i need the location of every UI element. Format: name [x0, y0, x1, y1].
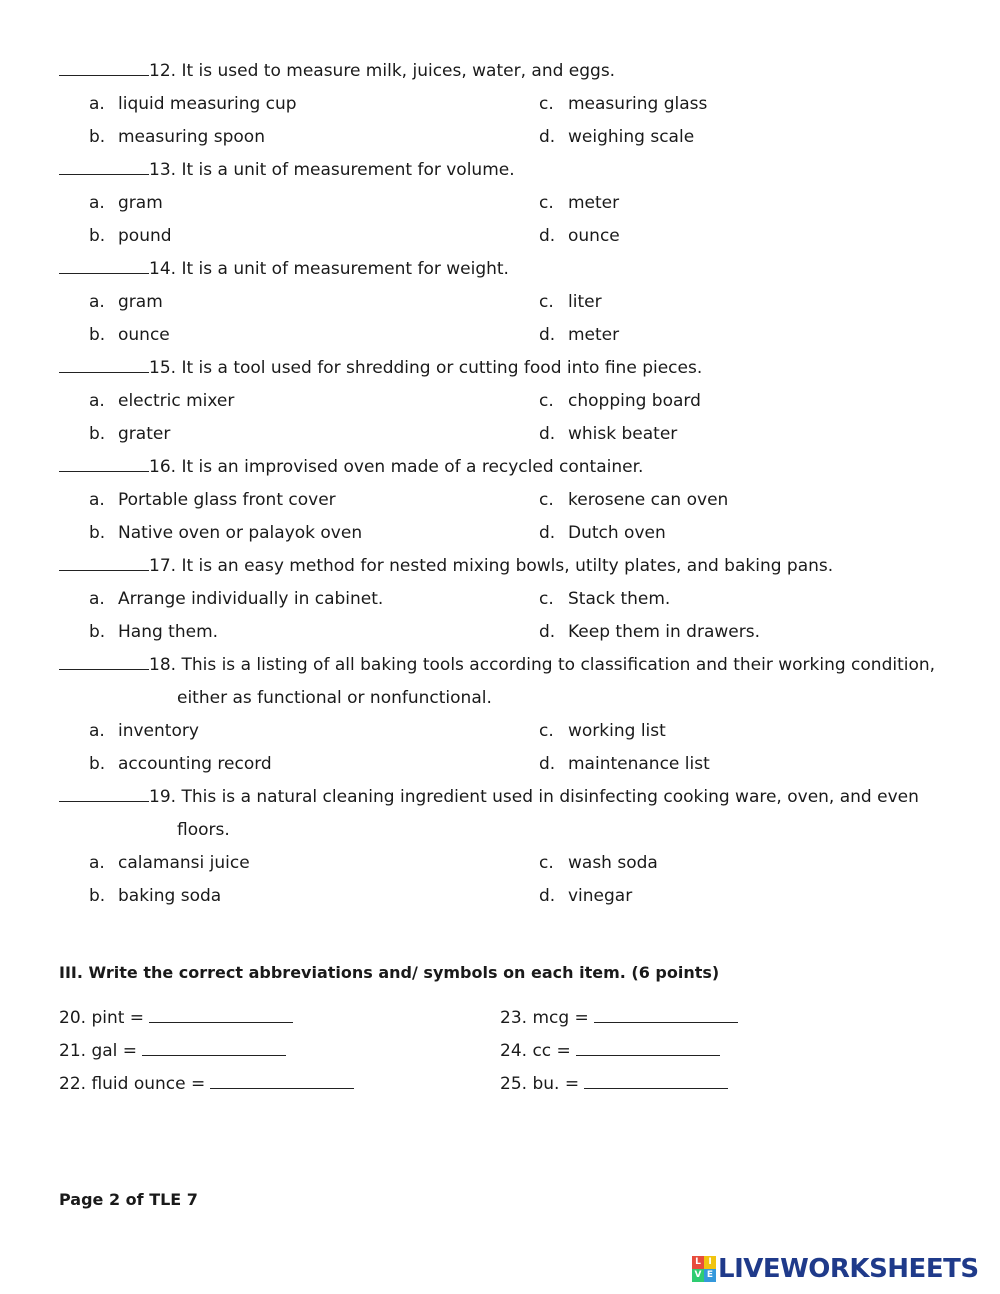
option-16a: a. Portable glass front cover — [89, 490, 336, 510]
answer-blank-14[interactable] — [59, 258, 149, 274]
option-12d: d. weighing scale — [539, 127, 695, 147]
option-14a: a. gram — [89, 292, 163, 312]
option-15a: a. electric mixer — [89, 391, 235, 411]
abbr-item-21: 21. gal = — [59, 1040, 286, 1062]
option-18c: c. working list — [539, 721, 666, 741]
option-14c: c. liter — [539, 292, 602, 312]
answer-blank-15[interactable] — [59, 357, 149, 373]
option-13a: a. gram — [89, 193, 163, 213]
section-3-title: III. Write the correct abbreviations and/ symbols on each item. (6 points) — [59, 963, 720, 982]
option-19c: c. wash soda — [539, 853, 658, 873]
logo-tile-i: I — [704, 1256, 716, 1269]
option-13c: c. meter — [539, 193, 620, 213]
liveworksheets-brand — [692, 1252, 979, 1286]
answer-line-21[interactable] — [142, 1040, 286, 1056]
question-text: 18. This is a listing of all baking tools according to classification and their working condition, — [149, 655, 936, 675]
question-text: 17. It is an easy method for nested mixing bowls, utilty plates, and baking pans. — [149, 556, 834, 576]
question-14 — [59, 258, 509, 280]
liveworksheets-logo-icon — [692, 1256, 716, 1282]
answer-blank-13[interactable] — [59, 159, 149, 175]
option-19b: b. baking soda — [89, 886, 222, 906]
question-text: 13. It is a unit of measurement for volume. — [149, 160, 515, 180]
option-18b: b. accounting record — [89, 754, 272, 774]
answer-blank-19[interactable] — [59, 786, 149, 802]
question-text: 14. It is a unit of measurement for weight. — [149, 259, 509, 279]
page-footer: Page 2 of TLE 7 — [59, 1190, 198, 1209]
answer-line-25[interactable] — [584, 1073, 728, 1089]
answer-blank-16[interactable] — [59, 456, 149, 472]
brand-name: LIVEWORKSHEETS — [718, 1254, 979, 1284]
option-14b: b. ounce — [89, 325, 170, 345]
option-15c: c. chopping board — [539, 391, 701, 411]
option-15b: b. grater — [89, 424, 171, 444]
option-13d: d. ounce — [539, 226, 620, 246]
question-18 — [59, 654, 935, 676]
question-17 — [59, 555, 833, 577]
answer-line-20[interactable] — [149, 1007, 293, 1023]
answer-blank-17[interactable] — [59, 555, 149, 571]
question-19-continuation: floors. — [177, 820, 230, 840]
option-12b: b. measuring spoon — [89, 127, 265, 147]
option-16d: d. Dutch oven — [539, 523, 666, 543]
option-19a: a. calamansi juice — [89, 853, 250, 873]
abbr-item-25: 25. bu. = — [500, 1073, 728, 1095]
question-13 — [59, 159, 515, 181]
question-18-continuation: either as functional or nonfunctional. — [177, 688, 492, 708]
option-16c: c. kerosene can oven — [539, 490, 729, 510]
answer-line-22[interactable] — [210, 1073, 354, 1089]
question-16 — [59, 456, 643, 478]
option-12a: a. liquid measuring cup — [89, 94, 297, 114]
option-17a: a. Arrange individually in cabinet. — [89, 589, 384, 609]
question-text: 12. It is used to measure milk, juices, water, and eggs. — [149, 61, 616, 81]
question-12 — [59, 60, 615, 82]
question-text: 16. It is an improvised oven made of a recycled container. — [149, 457, 644, 477]
question-text: 15. It is a tool used for shredding or cutting food into fine pieces. — [149, 358, 703, 378]
answer-line-24[interactable] — [576, 1040, 720, 1056]
question-15 — [59, 357, 702, 379]
option-13b: b. pound — [89, 226, 172, 246]
answer-line-23[interactable] — [594, 1007, 738, 1023]
question-19 — [59, 786, 919, 808]
logo-tile-e: E — [704, 1269, 716, 1282]
option-15d: d. whisk beater — [539, 424, 678, 444]
logo-tile-v: V — [692, 1269, 704, 1282]
answer-blank-18[interactable] — [59, 654, 149, 670]
option-19d: d. vinegar — [539, 886, 633, 906]
option-17d: d. Keep them in drawers. — [539, 622, 760, 642]
option-17c: c. Stack them. — [539, 589, 671, 609]
abbr-item-24: 24. cc = — [500, 1040, 720, 1062]
abbr-item-20: 20. pint = — [59, 1007, 293, 1029]
option-18a: a. inventory — [89, 721, 199, 741]
option-18d: d. maintenance list — [539, 754, 710, 774]
option-14d: d. meter — [539, 325, 620, 345]
question-text: 19. This is a natural cleaning ingredient used in disinfecting cooking ware, oven, and even — [149, 787, 919, 807]
answer-blank-12[interactable] — [59, 60, 149, 76]
abbr-item-22: 22. fluid ounce = — [59, 1073, 354, 1095]
logo-tile-l: L — [692, 1256, 704, 1269]
option-12c: c. measuring glass — [539, 94, 708, 114]
option-17b: b. Hang them. — [89, 622, 219, 642]
option-16b: b. Native oven or palayok oven — [89, 523, 363, 543]
abbr-item-23: 23. mcg = — [500, 1007, 738, 1029]
